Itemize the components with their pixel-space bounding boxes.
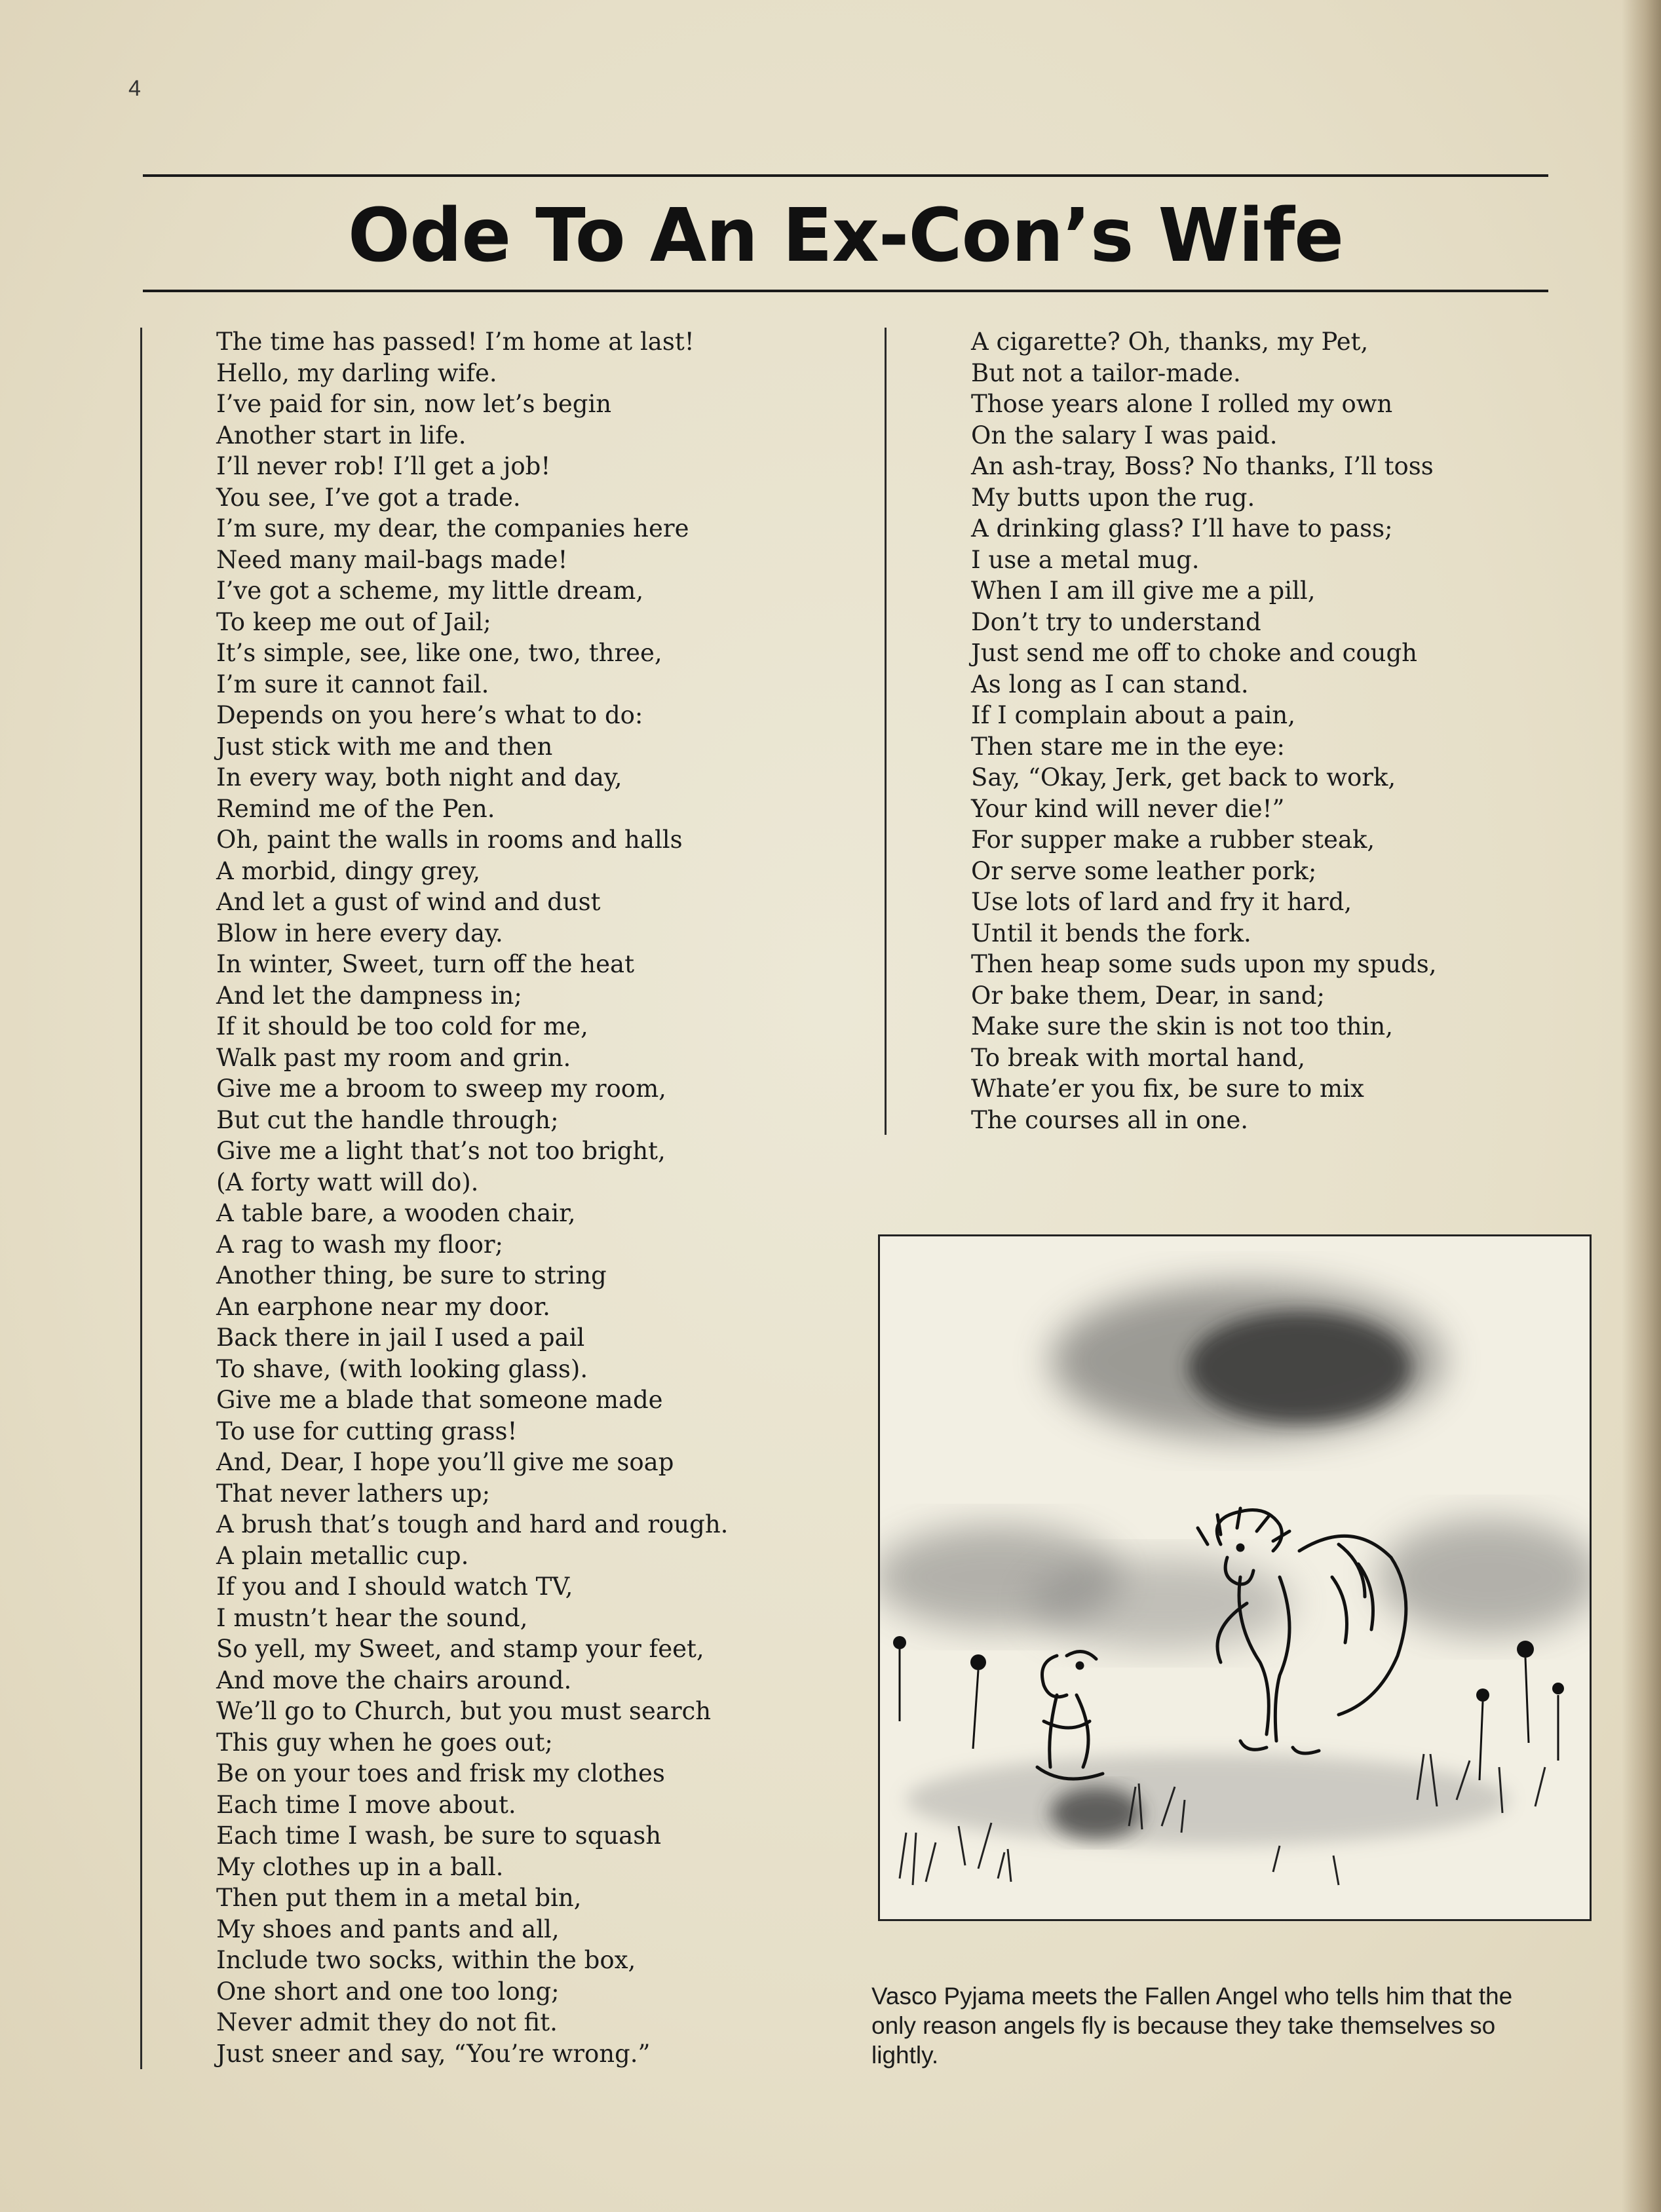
poem-line: We’ll go to Church, but you must search [216,1697,712,1725]
poem-line: It’s simple, see, like one, two, three, [216,639,662,667]
poem-line: To use for cutting grass! [216,1417,518,1445]
poem-line: If you and I should watch TV, [216,1573,573,1601]
poem-line: And, Dear, I hope you’ll give me soap [216,1448,674,1476]
poem-line: Hello, my darling wife. [216,358,497,387]
poem-line: Just sneer and say, “You’re wrong.” [216,2039,651,2068]
poem-line: I’ll never rob! I’ll get a job! [216,452,551,480]
poem-line: A rag to wash my floor; [216,1230,504,1259]
poem-line: And let a gust of wind and dust [216,888,601,916]
poem-line: But cut the handle through; [216,1105,559,1134]
poem-line: Include two socks, within the box, [216,1946,636,1974]
page-title: Ode To An Ex-Con’s Wife [347,193,1344,278]
poem-line: In winter, Sweet, turn off the heat [216,950,634,978]
poem-line: This guy when he goes out; [216,1728,553,1757]
poem-line: A brush that’s tough and hard and rough. [216,1510,729,1538]
poem-line: Need many mail-bags made! [216,545,568,574]
poem-line: My butts upon the rug. [971,483,1255,512]
poem-line: An ash-tray, Boss? No thanks, I’ll toss [971,452,1434,480]
poem-line: On the salary I was paid. [971,421,1278,449]
poem-line: Oh, paint the walls in rooms and halls [216,826,683,854]
poem-line: I’m sure it cannot fail. [216,670,489,698]
poem-line: Be on your toes and frisk my clothes [216,1759,665,1787]
storm-cloud-core [1188,1312,1411,1423]
poem-line: Another start in life. [216,421,467,449]
poem-line: Say, “Okay, Jerk, get back to work, [971,763,1396,791]
poem-line: Then put them in a metal bin, [216,1884,582,1912]
poem-line: The time has passed! I’m home at last! [216,328,695,356]
poem-line: Walk past my room and grin. [216,1043,571,1072]
poem-line: Remind me of the Pen. [216,794,495,823]
poem-line: Give me a blade that someone made [216,1386,663,1414]
poem-line: Use lots of lard and fry it hard, [971,888,1352,916]
poem-line: To keep me out of Jail; [216,607,491,636]
poem-line: But not a tailor-made. [971,358,1241,387]
poem-line: Each time I move about. [216,1790,516,1819]
poem-line: Then heap some suds upon my spuds, [971,950,1437,978]
poem-line: Each time I wash, be sure to squash [216,1821,662,1850]
poem-line: When I am ill give me a pill, [971,577,1316,605]
page-edge-shadow [1622,0,1661,2212]
poem-line: And move the chairs around. [216,1666,572,1694]
poem-line: Make sure the skin is not too thin, [971,1012,1393,1040]
poem-column-1 [216,326,728,2069]
poem-line: My shoes and pants and all, [216,1915,560,1943]
poem-line: I’m sure, my dear, the companies here [216,514,689,543]
poem-line: Or serve some leather pork; [971,856,1317,885]
poem-line: Depends on you here’s what to do: [216,701,643,729]
poem-line: And let the dampness in; [216,981,522,1010]
poem-line: Blow in here every day. [216,919,503,947]
poem-line: Just send me off to choke and cough [971,639,1417,667]
title-rule-bottom [143,290,1548,292]
poem-line: Don’t try to understand [971,607,1261,636]
rock [1050,1787,1142,1839]
poem-line: Give me a light that’s not too bright, [216,1137,666,1165]
poem-line: To break with mortal hand, [971,1043,1306,1072]
poem-line: I’ve got a scheme, my little dream, [216,577,644,605]
poem-line: A table bare, a wooden chair, [216,1199,576,1227]
poem-line: I use a metal mug. [971,545,1200,574]
poem-line: You see, I’ve got a trade. [216,483,521,512]
column-rule-middle [885,328,887,1135]
poem-line: Until it bends the fork. [971,919,1251,947]
poem-line: A morbid, dingy grey, [216,856,480,885]
poem-line: Whate’er you fix, be sure to mix [971,1075,1364,1103]
poem-line: One short and one too long; [216,1977,560,2006]
poem-line: Or bake them, Dear, in sand; [971,981,1326,1010]
poem-line: A drinking glass? I’ll have to pass; [971,514,1393,543]
illustration-caption: Vasco Pyjama meets the Fallen Angel who tells him that the only reason angels fly is because they take themselves so lightly. [871,1983,1513,2069]
ground-shadow [906,1754,1509,1846]
poem-line: To shave, (with looking glass). [216,1354,588,1383]
poem-line: So yell, my Sweet, and stamp your feet, [216,1635,704,1663]
poem-line: The courses all in one. [971,1105,1248,1134]
cartoon-illustration [878,1234,1592,1921]
poem-line: Never admit they do not fit. [216,2008,558,2036]
poem-line: In every way, both night and day, [216,763,622,791]
poem-column-2 [971,326,1437,1135]
poem-line: Your kind will never die!” [971,794,1285,823]
poem-line: If I complain about a pain, [971,701,1296,729]
cloud-right [1378,1518,1590,1636]
page-number: 4 [128,76,141,101]
poem-line: Then stare me in the eye: [971,732,1285,761]
poem-line: Give me a broom to sweep my room, [216,1075,666,1103]
poem-line: I’ve paid for sin, now let’s begin [216,390,612,418]
poem-line: A plain metallic cup. [216,1541,469,1570]
poem-line: My clothes up in a ball. [216,1852,504,1881]
column-rule-left [140,328,142,2069]
poem-line: I mustn’t hear the sound, [216,1603,528,1632]
poem-line: For supper make a rubber steak, [971,826,1375,854]
poem-line: A cigarette? Oh, thanks, my Pet, [971,328,1369,356]
poem-line: An earphone near my door. [216,1292,550,1321]
fallen-angel-drawing [880,1236,1590,1919]
poem-line: If it should be too cold for me, [216,1012,588,1040]
poem-line: Those years alone I rolled my own [971,390,1393,418]
poem-line: Just stick with me and then [216,732,553,761]
title-rule-top [143,174,1548,177]
poem-line: Another thing, be sure to string [216,1261,607,1289]
poem-line: As long as I can stand. [971,670,1249,698]
poem-line: Back there in jail I used a pail [216,1324,585,1352]
poem-line: (A forty watt will do). [216,1168,479,1196]
poem-line: That never lathers up; [216,1479,491,1508]
